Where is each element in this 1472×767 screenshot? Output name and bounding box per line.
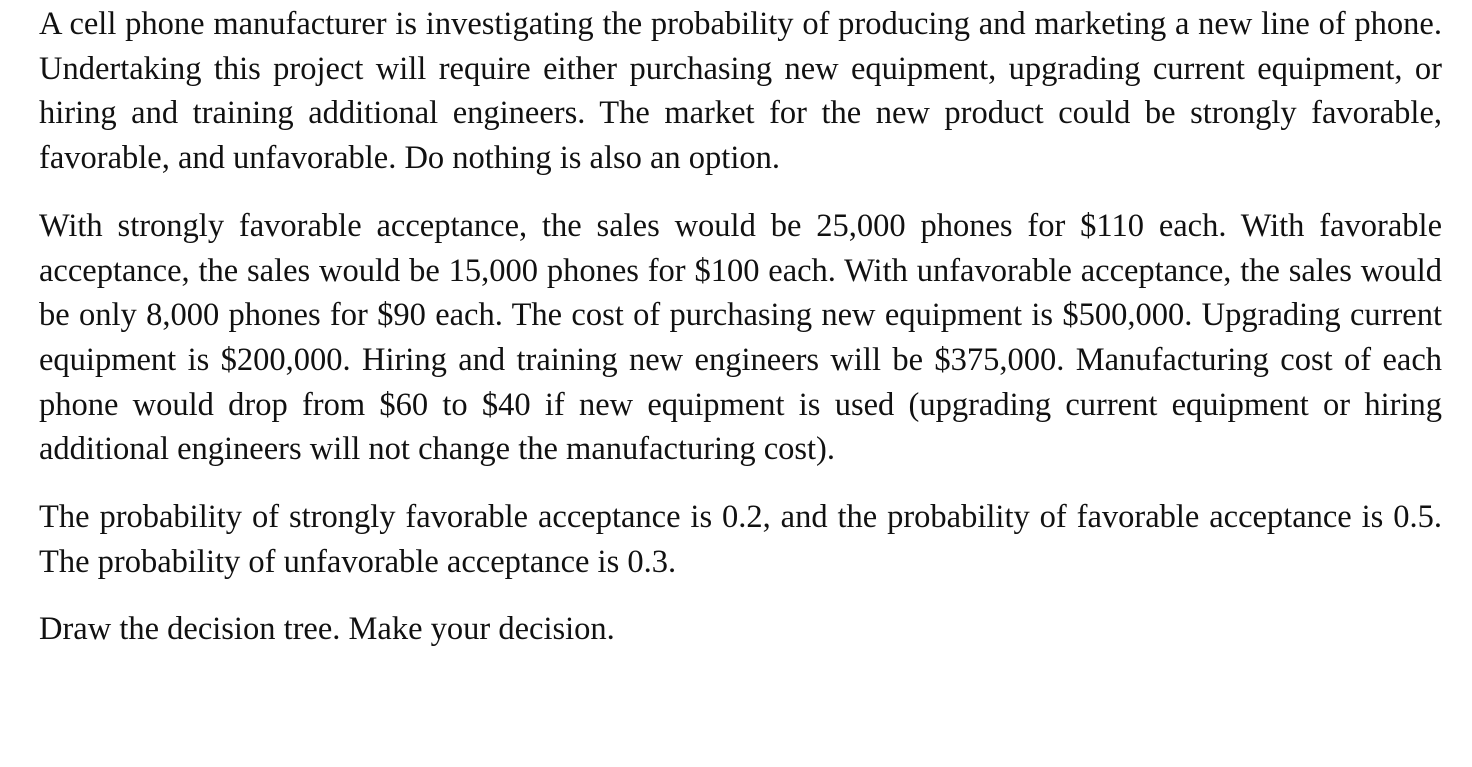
problem-statement	[39, 2, 1442, 652]
paragraph-task: Draw the decision tree. Make your decision.	[39, 611, 615, 648]
paragraph-probabilities: The probability of strongly favorable acceptance is 0.2, and the probability of favorable acceptance is 0.5. The probability of unfavorable acceptance is 0.3.	[39, 499, 1442, 580]
paragraph-problem-intro: A cell phone manufacturer is investigating the probability of producing and marketing a new line of phone. Undertaking this project will require either purchasing new equipment, upgrading current equipment, or hiring and training additional engineers. The market for the new product could be strongly favorable, favorable, and unfavorable. Do nothing is also an option.	[39, 6, 1442, 177]
paragraph-sales-and-costs: With strongly favorable acceptance, the sales would be 25,000 phones for $110 each. With favorable acceptance, the sales would be 15,000 phones for $100 each. With unfavorable acceptance, the sales would be only 8,000 phones for $90 each. The cost of purchasing new equipment is $500,000. Upgrading current equipment is $200,000. Hiring and training new engineers will be $375,000. Manufacturing cost of each phone would drop from $60 to $40 if new equipment is used (upgrading current equipment or hiring additional engineers will not change the manufacturing cost).	[39, 207, 1442, 468]
